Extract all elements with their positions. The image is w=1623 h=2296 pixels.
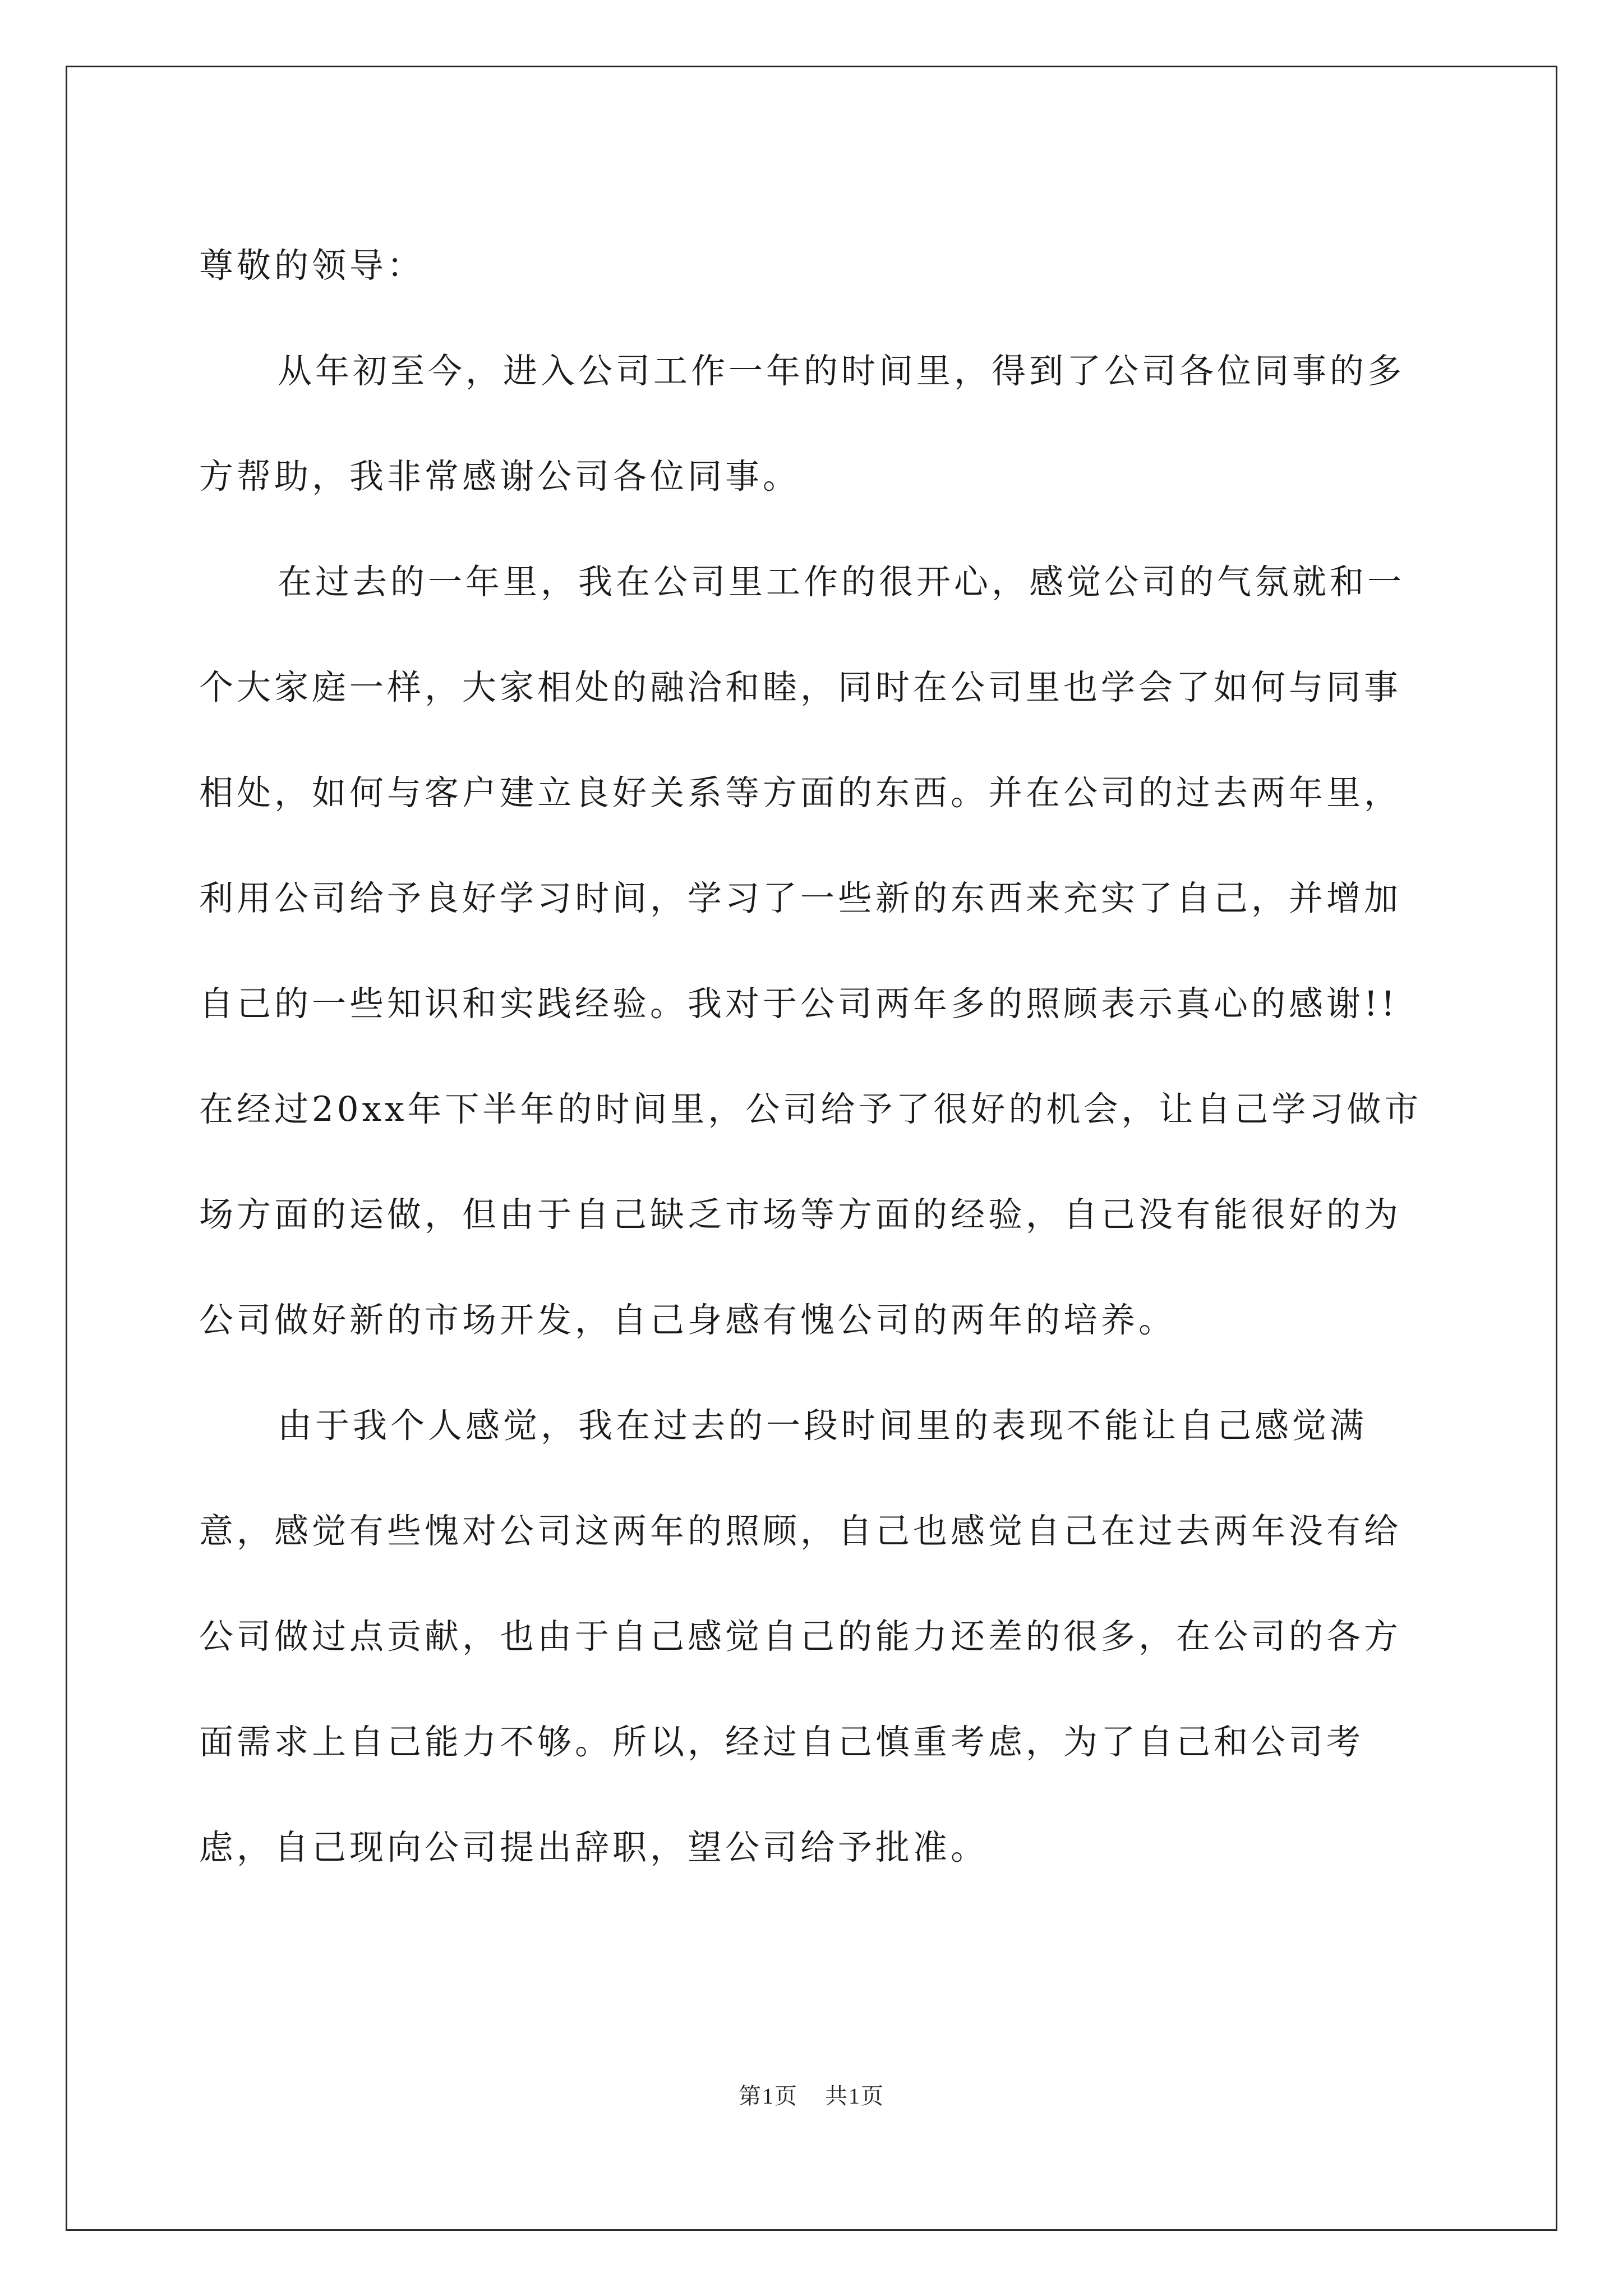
- paragraph-3: 由于我个人感觉，我在过去的一段时间里的表现不能让自己感觉满意，感觉有些愧对公司这两年的照顾，自己也感觉自己在过去两年没有给公司做过点贡献，也由于自己感觉自己的能力还差的很多，在公司的各方面需求上自己能力不够。所以，经过自己慎重考虑，为了自己和公司考虑，自己现向公司提出辞职，望公司给予批准。: [199, 1406, 1402, 1867]
- paragraph-2: 在过去的一年里，我在公司里工作的很开心，感觉公司的气氛就和一个大家庭一样，大家相处的融洽和睦，同时在公司里也学会了如何与同事相处，如何与客户建立良好关系等方面的东西。并在公司的过去两年里，利用公司给予良好学习时间，学习了一些新的东西来充实了自己，并增加自己的一些知识和实践经验。我对于公司两年多的照顾表示真心的感谢!!在经过20xx年下半年的时间里，公司给予了很好的机会，让自己学习做市场方面的运做，但由于自己缺乏市场等方面的经验，自己没有能很好的为公司做好新的市场开发，自己身感有愧公司的两年的培养。: [199, 562, 1422, 1340]
- page-number-total: 共1页: [825, 2083, 884, 2109]
- paragraph-1: 从年初至今，进入公司工作一年的时间里，得到了公司各位同事的多方帮助，我非常感谢公司各位同事。: [199, 351, 1405, 496]
- letter-body: [199, 213, 1427, 1901]
- page-number-current: 第1页: [739, 2083, 798, 2109]
- page-footer: [0, 2078, 1623, 2110]
- salutation: 尊敬的领导：: [199, 246, 425, 286]
